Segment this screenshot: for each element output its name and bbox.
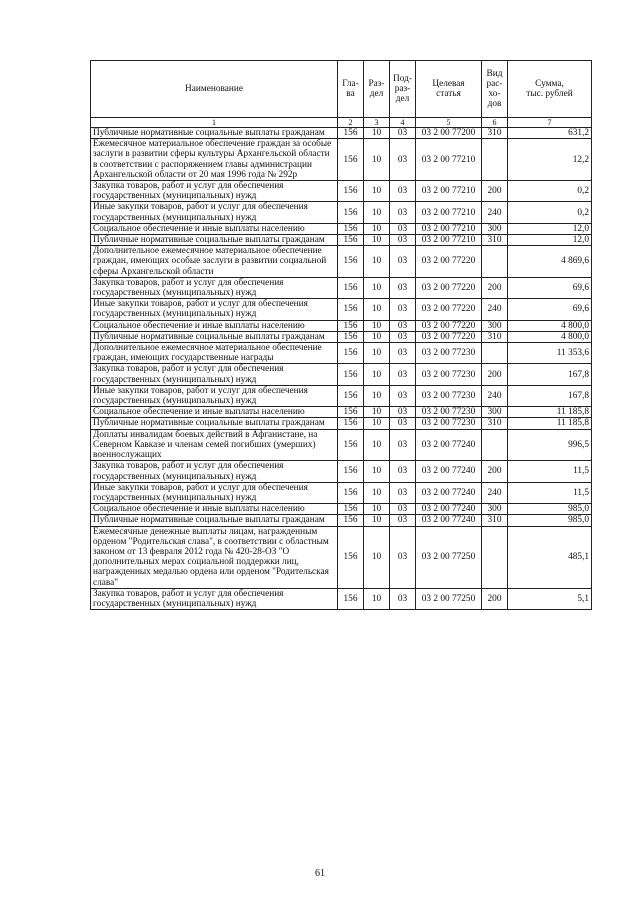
table-row xyxy=(91,235,592,246)
row-chapter: 156 xyxy=(338,504,364,515)
row-section: 10 xyxy=(364,385,390,406)
header-section-line: Раз- xyxy=(368,78,385,89)
row-chapter: 156 xyxy=(338,343,364,364)
table-row xyxy=(91,202,592,223)
row-section: 10 xyxy=(364,331,390,342)
row-target-article: 03 2 00 77230 xyxy=(416,385,482,406)
row-subsection: 03 xyxy=(390,277,416,298)
row-chapter: 156 xyxy=(338,181,364,202)
row-target-article: 03 2 00 77220 xyxy=(416,277,482,298)
row-chapter: 156 xyxy=(338,429,364,461)
row-subsection: 03 xyxy=(390,504,416,515)
table-row xyxy=(91,320,592,331)
row-amount: 11 185,8 xyxy=(508,407,592,418)
table-row xyxy=(91,429,592,461)
table-row xyxy=(91,128,592,139)
row-chapter: 156 xyxy=(338,461,364,482)
row-amount: 631,2 xyxy=(508,128,592,139)
row-expense-type: 300 xyxy=(482,223,508,234)
row-name: Публичные нормативные социальные выплаты гражданам xyxy=(91,515,338,526)
row-chapter: 156 xyxy=(338,223,364,234)
row-chapter: 156 xyxy=(338,128,364,139)
row-name: Социальное обеспечение и иные выплаты населению xyxy=(91,223,338,234)
budget-table xyxy=(90,60,592,610)
header-target xyxy=(416,61,482,118)
row-expense-type: 200 xyxy=(482,588,508,609)
row-target-article: 03 2 00 77250 xyxy=(416,526,482,588)
row-section: 10 xyxy=(364,407,390,418)
row-amount: 167,8 xyxy=(508,385,592,406)
row-target-article: 03 2 00 77210 xyxy=(416,202,482,223)
row-target-article: 03 2 00 77240 xyxy=(416,461,482,482)
row-expense-type: 200 xyxy=(482,277,508,298)
row-section: 10 xyxy=(364,526,390,588)
row-section: 10 xyxy=(364,223,390,234)
column-number-row xyxy=(91,118,592,128)
header-expense-line: рас- xyxy=(486,78,503,89)
row-target-article: 03 2 00 77210 xyxy=(416,223,482,234)
column-number: 2 xyxy=(338,118,364,128)
row-expense-type: 200 xyxy=(482,461,508,482)
row-chapter: 156 xyxy=(338,246,364,278)
row-expense-type xyxy=(482,246,508,278)
row-subsection: 03 xyxy=(390,320,416,331)
row-expense-type xyxy=(482,343,508,364)
row-name: Закупка товаров, работ и услуг для обеспечения государственных (муниципальных) нужд xyxy=(91,461,338,482)
header-chapter-line: ва xyxy=(346,89,355,99)
row-expense-type: 310 xyxy=(482,515,508,526)
header-expense-type xyxy=(482,61,508,118)
row-name: Закупка товаров, работ и услуг для обеспечения государственных (муниципальных) нужд xyxy=(91,364,338,385)
row-amount: 0,2 xyxy=(508,181,592,202)
row-name: Иные закупки товаров, работ и услуг для обеспечения государственных (муниципальных) нужд xyxy=(91,202,338,223)
row-name: Публичные нормативные социальные выплаты гражданам xyxy=(91,235,338,246)
row-section: 10 xyxy=(364,139,390,181)
row-expense-type: 200 xyxy=(482,181,508,202)
header-name: Наименование xyxy=(91,61,338,118)
row-subsection: 03 xyxy=(390,139,416,181)
table-row xyxy=(91,277,592,298)
table-row xyxy=(91,331,592,342)
header-expense-line: хо- xyxy=(488,89,501,99)
row-name: Ежемесячное материальное обеспечение граждан за особые заслуги в развитии сферы культуры Архангельской области в соответствии с распоряжением главы администрации Архангельской области от 20 мая 1996 года № 292р xyxy=(91,139,338,181)
row-expense-type xyxy=(482,526,508,588)
row-amount: 11,5 xyxy=(508,461,592,482)
row-subsection: 03 xyxy=(390,588,416,609)
row-expense-type: 240 xyxy=(482,299,508,320)
row-amount: 12,2 xyxy=(508,139,592,181)
row-subsection: 03 xyxy=(390,235,416,246)
column-number: 4 xyxy=(390,118,416,128)
row-target-article: 03 2 00 77240 xyxy=(416,429,482,461)
row-subsection: 03 xyxy=(390,364,416,385)
header-subsection-line: Под- xyxy=(393,73,412,84)
header-subsection xyxy=(390,61,416,118)
row-chapter: 156 xyxy=(338,364,364,385)
row-subsection: 03 xyxy=(390,526,416,588)
row-subsection: 03 xyxy=(390,223,416,234)
table-row xyxy=(91,364,592,385)
row-amount: 167,8 xyxy=(508,364,592,385)
row-name: Закупка товаров, работ и услуг для обеспечения государственных (муниципальных) нужд xyxy=(91,588,338,609)
column-number: 1 xyxy=(91,118,338,128)
row-subsection: 03 xyxy=(390,343,416,364)
row-expense-type: 310 xyxy=(482,331,508,342)
row-section: 10 xyxy=(364,343,390,364)
row-target-article: 03 2 00 77240 xyxy=(416,504,482,515)
header-expense-line: Вид xyxy=(486,68,503,79)
row-name: Социальное обеспечение и иные выплаты населению xyxy=(91,407,338,418)
table-row xyxy=(91,526,592,588)
row-subsection: 03 xyxy=(390,331,416,342)
row-chapter: 156 xyxy=(338,331,364,342)
row-amount: 0,2 xyxy=(508,202,592,223)
row-chapter: 156 xyxy=(338,320,364,331)
row-name: Публичные нормативные социальные выплаты гражданам xyxy=(91,418,338,429)
row-target-article: 03 2 00 77220 xyxy=(416,299,482,320)
row-expense-type: 300 xyxy=(482,407,508,418)
table-row xyxy=(91,418,592,429)
row-name: Социальное обеспечение и иные выплаты населению xyxy=(91,504,338,515)
row-section: 10 xyxy=(364,482,390,503)
row-name: Доплаты инвалидам боевых действий в Афганистане, на Северном Кавказе и членам семей погибших (умерших) военнослужащих xyxy=(91,429,338,461)
row-target-article: 03 2 00 77200 xyxy=(416,128,482,139)
table-row xyxy=(91,181,592,202)
row-chapter: 156 xyxy=(338,418,364,429)
row-target-article: 03 2 00 77240 xyxy=(416,515,482,526)
header-amount-line: Сумма, xyxy=(535,78,564,89)
row-subsection: 03 xyxy=(390,515,416,526)
row-name: Дополнительное ежемесячное материальное обеспечение граждан, имеющих особые заслуги в развитии социальной сферы Архангельской области xyxy=(91,246,338,278)
row-amount: 69,6 xyxy=(508,299,592,320)
table-row xyxy=(91,343,592,364)
row-section: 10 xyxy=(364,461,390,482)
column-number: 7 xyxy=(508,118,592,128)
row-amount: 996,5 xyxy=(508,429,592,461)
row-chapter: 156 xyxy=(338,202,364,223)
header-amount-line: тыс. рублей xyxy=(526,89,573,99)
row-target-article: 03 2 00 77210 xyxy=(416,235,482,246)
row-amount: 69,6 xyxy=(508,277,592,298)
header-target-line: статья xyxy=(436,89,461,99)
row-amount: 985,0 xyxy=(508,504,592,515)
row-name: Публичные нормативные социальные выплаты гражданам xyxy=(91,331,338,342)
table-row xyxy=(91,139,592,181)
row-amount: 985,0 xyxy=(508,515,592,526)
row-target-article: 03 2 00 77230 xyxy=(416,364,482,385)
row-chapter: 156 xyxy=(338,385,364,406)
row-amount: 4 800,0 xyxy=(508,331,592,342)
page-number: 61 xyxy=(315,868,325,879)
row-name: Дополнительное ежемесячное материальное обеспечение граждан, имеющих государственные награды xyxy=(91,343,338,364)
table-row xyxy=(91,482,592,503)
row-expense-type: 310 xyxy=(482,235,508,246)
row-name: Иные закупки товаров, работ и услуг для обеспечения государственных (муниципальных) нужд xyxy=(91,385,338,406)
row-target-article: 03 2 00 77230 xyxy=(416,418,482,429)
row-name: Закупка товаров, работ и услуг для обеспечения государственных (муниципальных) нужд xyxy=(91,181,338,202)
row-expense-type xyxy=(482,429,508,461)
row-subsection: 03 xyxy=(390,181,416,202)
row-amount: 4 869,6 xyxy=(508,246,592,278)
row-section: 10 xyxy=(364,364,390,385)
row-expense-type: 310 xyxy=(482,128,508,139)
row-chapter: 156 xyxy=(338,482,364,503)
table-row xyxy=(91,299,592,320)
table-row xyxy=(91,385,592,406)
header-row xyxy=(91,61,592,118)
row-section: 10 xyxy=(364,504,390,515)
row-expense-type: 310 xyxy=(482,418,508,429)
row-name: Ежемесячные денежные выплаты лицам, награжденным орденом "Родительская слава", в соответствии с областным законом от 13 февраля 2012 года № 420-28-ОЗ "О дополнительных мерах социальной поддержки лиц, награжденных медалью ордена или орденом "Родительская слава" xyxy=(91,526,338,588)
column-number: 6 xyxy=(482,118,508,128)
row-section: 10 xyxy=(364,418,390,429)
row-section: 10 xyxy=(364,320,390,331)
header-subsection-line: дел xyxy=(395,94,410,105)
row-subsection: 03 xyxy=(390,299,416,320)
row-section: 10 xyxy=(364,588,390,609)
row-expense-type: 240 xyxy=(482,482,508,503)
row-amount: 5,1 xyxy=(508,588,592,609)
table-row xyxy=(91,461,592,482)
row-amount: 11,5 xyxy=(508,482,592,503)
table-body xyxy=(91,128,592,610)
row-chapter: 156 xyxy=(338,588,364,609)
row-amount: 485,1 xyxy=(508,526,592,588)
row-chapter: 156 xyxy=(338,299,364,320)
row-subsection: 03 xyxy=(390,461,416,482)
row-amount: 11 185,8 xyxy=(508,418,592,429)
header-target-line: Целевая xyxy=(432,78,465,89)
row-chapter: 156 xyxy=(338,235,364,246)
header-section xyxy=(364,61,390,118)
row-subsection: 03 xyxy=(390,407,416,418)
row-target-article: 03 2 00 77220 xyxy=(416,246,482,278)
row-section: 10 xyxy=(364,128,390,139)
table-row xyxy=(91,588,592,609)
row-chapter: 156 xyxy=(338,526,364,588)
header-subsection-line: раз- xyxy=(394,83,411,94)
row-section: 10 xyxy=(364,299,390,320)
row-subsection: 03 xyxy=(390,128,416,139)
row-expense-type: 200 xyxy=(482,364,508,385)
header-expense-line: дов xyxy=(487,99,502,110)
row-subsection: 03 xyxy=(390,482,416,503)
row-subsection: 03 xyxy=(390,418,416,429)
row-subsection: 03 xyxy=(390,246,416,278)
row-name: Закупка товаров, работ и услуг для обеспечения государственных (муниципальных) нужд xyxy=(91,277,338,298)
row-section: 10 xyxy=(364,246,390,278)
row-target-article: 03 2 00 77230 xyxy=(416,407,482,418)
row-amount: 12,0 xyxy=(508,223,592,234)
table-row xyxy=(91,504,592,515)
row-target-article: 03 2 00 77210 xyxy=(416,181,482,202)
row-expense-type: 240 xyxy=(482,385,508,406)
row-chapter: 156 xyxy=(338,407,364,418)
row-chapter: 156 xyxy=(338,277,364,298)
row-expense-type: 240 xyxy=(482,202,508,223)
row-section: 10 xyxy=(364,515,390,526)
row-target-article: 03 2 00 77230 xyxy=(416,343,482,364)
table-row xyxy=(91,407,592,418)
row-expense-type: 300 xyxy=(482,504,508,515)
column-number: 5 xyxy=(416,118,482,128)
row-name: Иные закупки товаров, работ и услуг для обеспечения государственных (муниципальных) нужд xyxy=(91,299,338,320)
row-section: 10 xyxy=(364,429,390,461)
row-amount: 12,0 xyxy=(508,235,592,246)
header-chapter xyxy=(338,61,364,118)
row-target-article: 03 2 00 77220 xyxy=(416,331,482,342)
row-chapter: 156 xyxy=(338,515,364,526)
header-chapter-line: Гла- xyxy=(342,78,359,89)
row-subsection: 03 xyxy=(390,429,416,461)
row-target-article: 03 2 00 77210 xyxy=(416,139,482,181)
row-name: Публичные нормативные социальные выплаты гражданам xyxy=(91,128,338,139)
row-target-article: 03 2 00 77240 xyxy=(416,482,482,503)
row-target-article: 03 2 00 77250 xyxy=(416,588,482,609)
row-name: Иные закупки товаров, работ и услуг для обеспечения государственных (муниципальных) нужд xyxy=(91,482,338,503)
table-row xyxy=(91,246,592,278)
row-section: 10 xyxy=(364,277,390,298)
table-row xyxy=(91,515,592,526)
column-number: 3 xyxy=(364,118,390,128)
header-amount xyxy=(508,61,592,118)
row-subsection: 03 xyxy=(390,202,416,223)
header-section-line: дел xyxy=(369,89,384,99)
row-chapter: 156 xyxy=(338,139,364,181)
row-target-article: 03 2 00 77220 xyxy=(416,320,482,331)
row-name: Социальное обеспечение и иные выплаты населению xyxy=(91,320,338,331)
row-section: 10 xyxy=(364,181,390,202)
row-amount: 4 800,0 xyxy=(508,320,592,331)
table-row xyxy=(91,223,592,234)
row-expense-type xyxy=(482,139,508,181)
row-expense-type: 300 xyxy=(482,320,508,331)
row-amount: 11 353,6 xyxy=(508,343,592,364)
row-section: 10 xyxy=(364,202,390,223)
row-subsection: 03 xyxy=(390,385,416,406)
row-section: 10 xyxy=(364,235,390,246)
